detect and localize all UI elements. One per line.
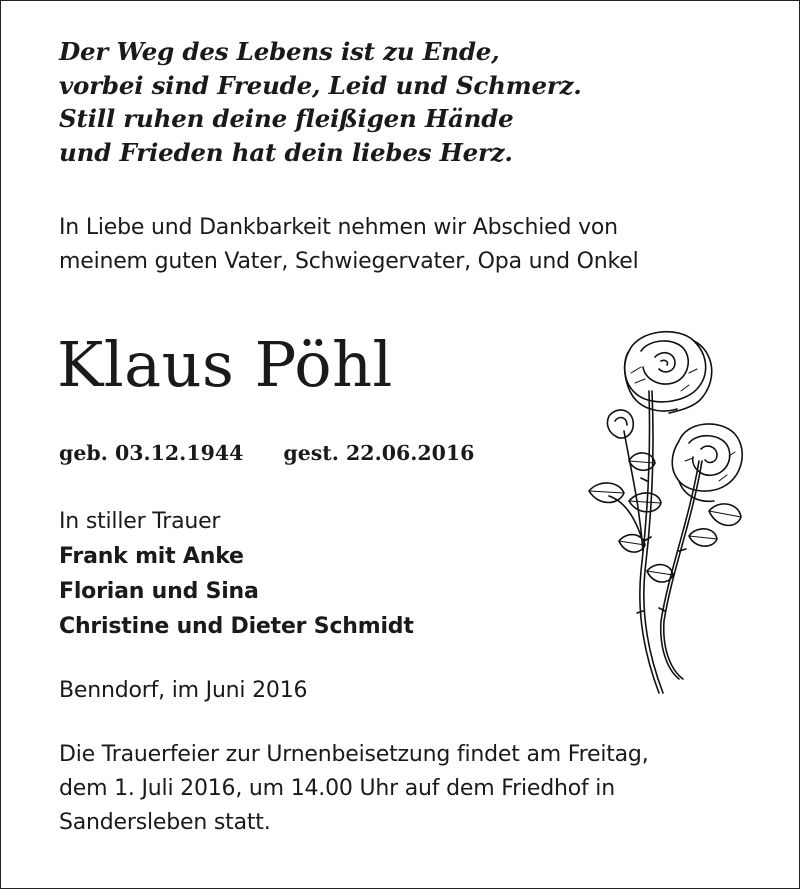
intro-line: meinem guten Vater, Schwiegervater, Opa und Onkel xyxy=(59,249,639,274)
poem-line: Still ruhen deine fleißigen Hände xyxy=(59,104,514,133)
mourner-name: Christine und Dieter Schmidt xyxy=(59,614,414,639)
place-date: Benndorf, im Juni 2016 xyxy=(59,678,308,703)
notice-line: Die Trauerfeier zur Urnenbeisetzung findet am Freitag, xyxy=(59,742,649,767)
intro-line: In Liebe und Dankbarkeit nehmen wir Abschied von xyxy=(59,215,618,240)
mourners-heading: In stiller Trauer xyxy=(59,509,221,534)
mourners xyxy=(59,504,414,644)
life-dates xyxy=(59,438,474,468)
poem-line: vorbei sind Freude, Leid und Schmerz. xyxy=(59,70,582,100)
poem xyxy=(59,35,582,169)
two-roses-icon xyxy=(569,321,749,701)
birth-date: geb. 03.12.1944 xyxy=(59,441,244,465)
deceased-name: Klaus Pöhl xyxy=(57,328,393,401)
notice-line: dem 1. Juli 2016, um 14.00 Uhr auf dem Friedhof in xyxy=(59,776,615,801)
notice-line: Sandersleben statt. xyxy=(59,810,271,835)
funeral-notice xyxy=(59,738,649,840)
poem-line: und Frieden hat dein liebes Herz. xyxy=(59,137,513,167)
intro-text xyxy=(59,211,639,279)
mourner-name: Frank mit Anke xyxy=(59,544,244,569)
death-date: gest. 22.06.2016 xyxy=(283,441,475,465)
poem-line: Der Weg des Lebens ist zu Ende, xyxy=(59,37,500,66)
mourner-name: Florian und Sina xyxy=(59,579,259,604)
